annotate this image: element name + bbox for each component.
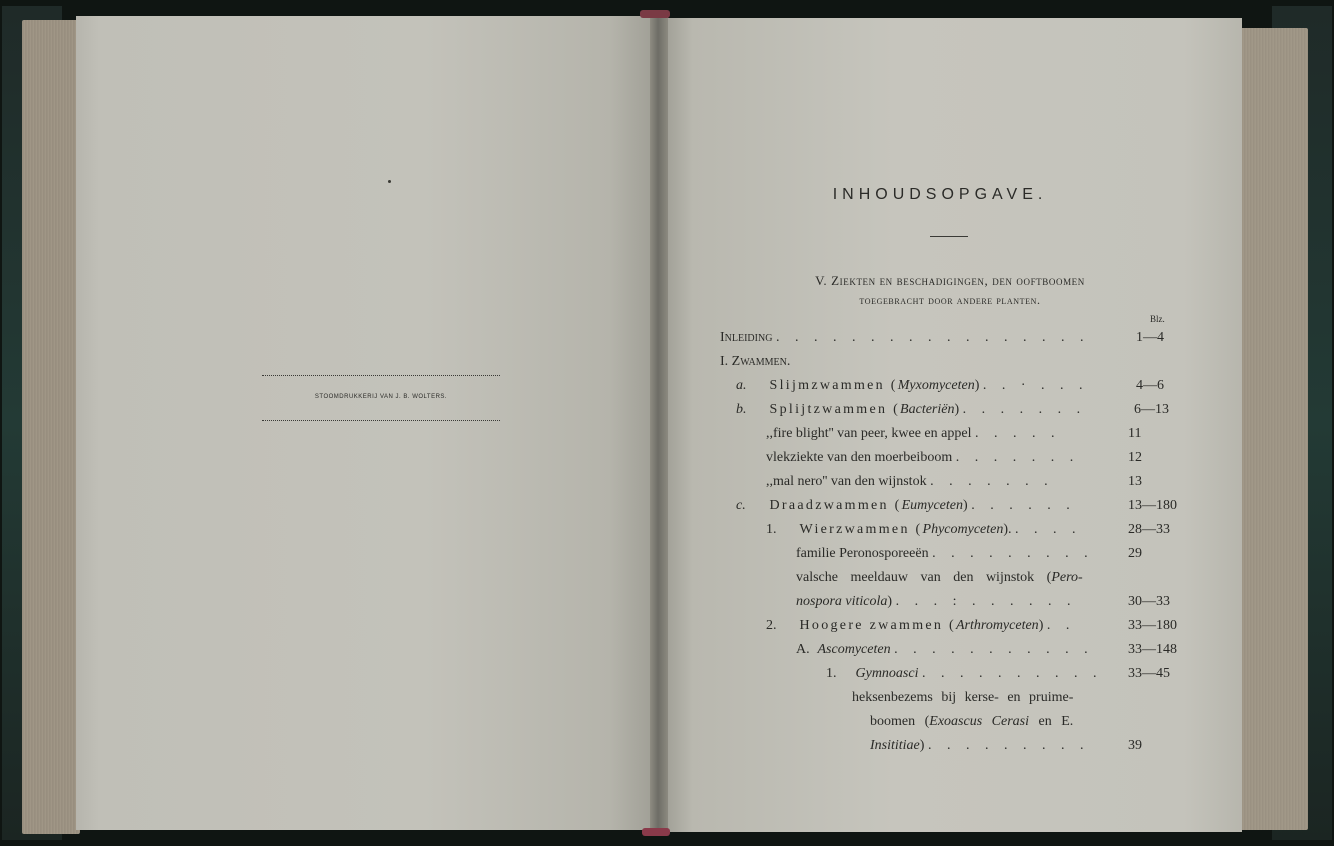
- leader-dots: . . . . . . . . . .: [922, 666, 1103, 681]
- entry-page: 29: [1128, 546, 1142, 561]
- entry-page: 13: [1128, 474, 1142, 489]
- entry-label: heksenbezems bij kerse- en pruime-: [852, 690, 1074, 705]
- entry-marker: 1.: [766, 522, 777, 537]
- entry-label-italic: Gymnoasci: [855, 666, 919, 681]
- entry-page: 28—33: [1128, 522, 1170, 537]
- toc-entry: [766, 520, 1126, 540]
- toc-entry: [736, 496, 1126, 516]
- entry-label: Inleiding: [720, 330, 773, 345]
- entry-marker: a.: [736, 378, 747, 393]
- leader-dots: . . . . . . . . . . .: [894, 642, 1094, 657]
- toc-entry: [766, 448, 1126, 468]
- entry-page: 33—148: [1128, 642, 1177, 657]
- entry-page: 33—180: [1128, 618, 1177, 633]
- leader-dots: . . . . .: [974, 426, 1061, 441]
- entry-marker: 2.: [766, 618, 777, 633]
- entry-label-italic: Myxomyceten: [897, 378, 975, 393]
- toc-entry: [796, 640, 1126, 660]
- section-heading: V. Ziekten en beschadigingen, den ooftboomen: [815, 273, 1085, 288]
- entry-label: valsche meeldauw van den wijnstok (: [796, 570, 1052, 585]
- entry-page: 12: [1128, 450, 1142, 465]
- toc-entry: [870, 712, 1132, 732]
- entry-label: Splijtzwammen (: [769, 402, 901, 417]
- entry-marker: 1.: [826, 666, 837, 681]
- leader-dots: . . . . . .: [971, 498, 1076, 513]
- toc-entry: [766, 424, 1126, 444]
- imprint-text: STOOMDRUKKERIJ VAN J. B. WOLTERS.: [314, 394, 448, 400]
- entry-marker: A.: [796, 642, 810, 657]
- toc-entry: [736, 376, 1132, 396]
- entry-label-end: ): [974, 378, 980, 393]
- toc-entry: [736, 400, 1126, 420]
- entry-label-italic: Arthromyceten: [956, 618, 1039, 633]
- toc-entry: [796, 544, 1126, 564]
- entry-label: Draadzwammen (: [769, 498, 902, 513]
- leader-dots: . . . .: [1015, 522, 1082, 537]
- entry-label-italic: Exoascus Cerasi: [929, 714, 1029, 729]
- toc-entry: [852, 688, 1132, 708]
- entry-label-italic: Insititiae: [870, 738, 920, 753]
- entry-label: ,,mal nero'' van den wijnstok: [766, 474, 927, 489]
- entry-label-end: ): [954, 402, 960, 417]
- entry-label: Slijmzwammen (: [769, 378, 898, 393]
- page-title: INHOUDSOPGAVE.: [832, 186, 1048, 203]
- entry-label-italic: nospora viticola: [796, 594, 888, 609]
- entry-label-italic: Phycomyceten: [922, 522, 1004, 537]
- section-subheading: toegebracht door andere planten.: [859, 293, 1041, 307]
- entry-page: 11: [1128, 426, 1142, 441]
- leader-dots: . . . : . . . . . .: [895, 594, 1077, 609]
- entry-label: I. Zwammen.: [720, 354, 791, 369]
- entry-label: Wierzwammen (: [799, 522, 923, 537]
- leader-dots: . . . . . . .: [930, 474, 1054, 489]
- toc-entry: [720, 328, 1128, 348]
- entry-marker: c.: [736, 498, 746, 513]
- entry-label: familie Peronosporeeën: [796, 546, 929, 561]
- toc-entry: [870, 736, 1126, 756]
- entry-label-end: ).: [1003, 522, 1012, 537]
- entry-label-end: ): [1038, 618, 1044, 633]
- entry-label-italic: Pero-: [1051, 570, 1083, 585]
- entry-label-end: ): [919, 738, 925, 753]
- leader-dots: . .: [1046, 618, 1076, 633]
- toc-entry: [796, 568, 1126, 588]
- entry-label: Hoogere zwammen (: [799, 618, 956, 633]
- leader-dots: . . . . . . . . . . . . . . . . .: [775, 330, 1090, 345]
- entry-page: 30—33: [1128, 594, 1170, 609]
- entry-page: 6—13: [1134, 402, 1169, 417]
- toc-entry: [766, 616, 1126, 636]
- leader-dots: . . . . . . . . .: [927, 738, 1090, 753]
- entry-label-end: ): [887, 594, 893, 609]
- entry-label: vlekziekte van den moerbeiboom: [766, 450, 953, 465]
- toc-entry: [826, 664, 1126, 684]
- entry-label-italic: Bacteriën: [900, 402, 955, 417]
- leader-dots: . . . . . . . . .: [932, 546, 1094, 561]
- entry-page: 1—4: [1136, 330, 1164, 345]
- entry-page: 4—6: [1136, 378, 1164, 393]
- entry-page: 39: [1128, 738, 1142, 753]
- leader-dots: . . · . . .: [982, 378, 1089, 393]
- entry-page: 33—45: [1128, 666, 1170, 681]
- entry-label-end: en E.: [1028, 714, 1074, 729]
- entry-label: ,,fire blight'' van peer, kwee en appel: [766, 426, 972, 441]
- entry-label-end: ): [963, 498, 968, 513]
- entry-page: 13—180: [1128, 498, 1177, 513]
- toc-entry: [720, 352, 1128, 372]
- page-column-header: Blz.: [1150, 314, 1165, 324]
- toc-entry: [796, 592, 1126, 612]
- entry-label: boomen (: [870, 714, 930, 729]
- entry-label-italic: Eumyceten: [901, 498, 964, 513]
- leader-dots: . . . . . . .: [955, 450, 1080, 465]
- title-rule: [930, 236, 968, 237]
- entry-label-italic: Ascomyceten: [817, 642, 891, 657]
- toc-entry: [766, 472, 1126, 492]
- leader-dots: . . . . . . .: [962, 402, 1087, 417]
- entry-marker: b.: [736, 402, 747, 417]
